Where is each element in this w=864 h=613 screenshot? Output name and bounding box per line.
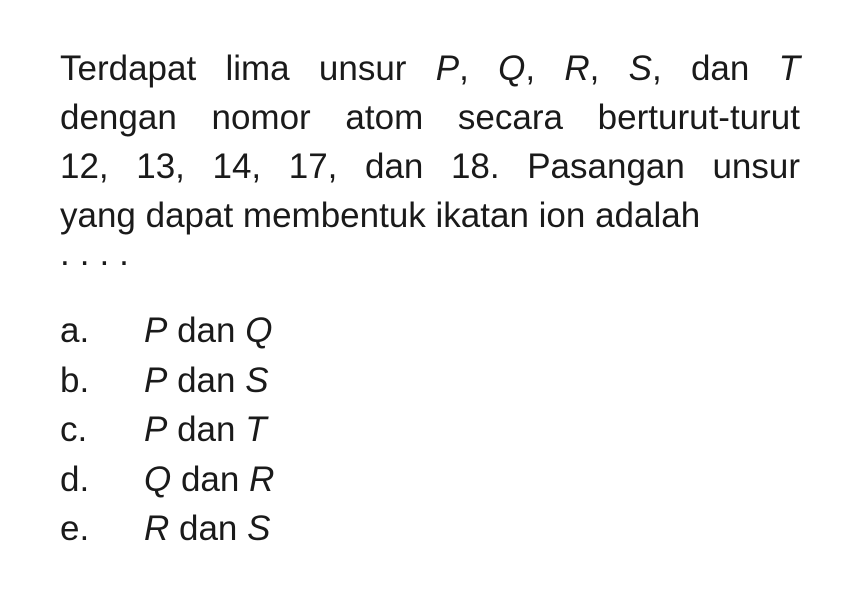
option-first-element: P — [144, 360, 168, 400]
separator: , — [589, 49, 629, 88]
question-line-4: yang dapat membentuk ikatan ion adalah — [60, 196, 701, 235]
question-line-3: 12, 13, 14, 17, dan 18. Pasangan unsur — [60, 147, 800, 186]
option-letter: b. — [60, 360, 90, 400]
option-conjunction: dan — [169, 509, 248, 548]
question-line-1-text: Terdapat lima unsur — [60, 49, 436, 88]
option-text — [144, 306, 272, 356]
option-text — [144, 455, 274, 505]
option-text — [144, 405, 267, 455]
element-r: R — [564, 49, 590, 88]
option-first-element: Q — [144, 459, 172, 499]
option-letter: a. — [60, 311, 90, 350]
separator: , — [525, 49, 565, 88]
option-conjunction: dan — [167, 311, 246, 350]
option-b[interactable] — [60, 356, 274, 406]
option-letter: e. — [60, 509, 90, 548]
element-p: P — [435, 49, 460, 88]
option-conjunction: dan — [171, 459, 250, 499]
separator: , — [459, 49, 499, 88]
element-s: S — [628, 49, 652, 88]
option-d[interactable] — [60, 455, 274, 505]
option-letter: c. — [60, 410, 88, 449]
question-text — [60, 44, 800, 274]
option-text — [144, 504, 271, 554]
option-second-element: S — [247, 509, 271, 548]
option-conjunction: dan — [167, 410, 246, 449]
separator: , dan — [651, 49, 779, 88]
element-q: Q — [498, 49, 526, 88]
option-text — [144, 356, 269, 406]
option-second-element: S — [245, 360, 269, 400]
option-second-element: R — [249, 459, 275, 499]
question-ellipsis: .... — [60, 234, 139, 273]
option-a[interactable] — [60, 306, 274, 356]
option-second-element: T — [245, 410, 267, 449]
question-line-2: dengan nomor atom secara berturut-turut — [60, 98, 800, 137]
option-e[interactable] — [60, 504, 274, 554]
option-first-element: P — [144, 410, 168, 449]
answer-options — [60, 306, 274, 554]
option-first-element: P — [144, 311, 168, 350]
option-letter: d. — [60, 459, 90, 499]
option-conjunction: dan — [167, 360, 246, 400]
element-t: T — [778, 49, 801, 88]
option-second-element: Q — [245, 311, 273, 350]
question-line-1 — [60, 44, 800, 93]
option-c[interactable] — [60, 405, 274, 455]
option-first-element: R — [144, 509, 170, 548]
